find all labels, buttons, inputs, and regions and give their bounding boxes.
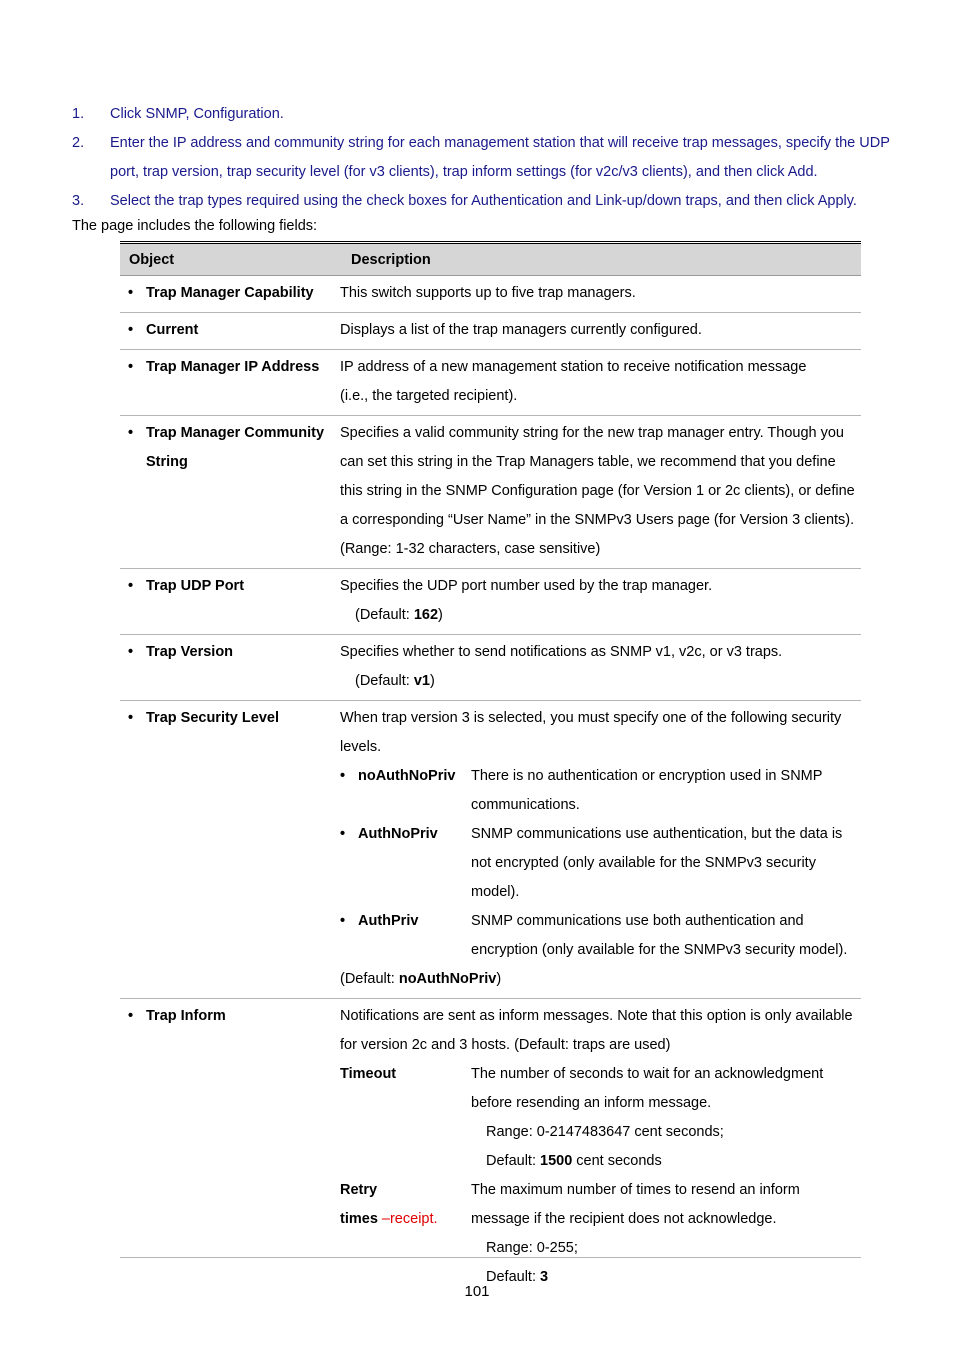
step-1	[72, 100, 892, 129]
bullet-icon: •	[340, 826, 346, 842]
bullet-icon: •	[128, 322, 134, 338]
security-level-desc: SNMP communications use authentication, but the data is not encrypted (only available for the SNMPv3 security model).	[471, 826, 843, 900]
retry-range: Range: 0-255;	[486, 1240, 578, 1256]
timeout-label: Timeout	[340, 1066, 397, 1082]
object-label: Trap Version	[146, 644, 234, 660]
row-description: Specifies whether to send notifications as SNMP v1, v2c, or v3 traps.	[340, 644, 783, 660]
row-description: Notifications are sent as inform messages. Note that this option is only available for version 2c and 3 hosts. (Default: traps are used)	[340, 1008, 853, 1053]
header-object: Object	[129, 251, 175, 268]
bullet-icon: •	[128, 285, 134, 301]
step-2	[72, 129, 892, 187]
default-value: (Default: 162)	[355, 607, 443, 623]
step-text: Select the trap types required using the check boxes for Authentication and Link-up/down traps, and then click Apply.	[110, 193, 857, 209]
object-label: Trap Manager IP Address	[146, 359, 320, 375]
table-row	[120, 569, 861, 635]
step-number: 2.	[72, 135, 85, 151]
table-row	[120, 635, 861, 701]
default-value: (Default: v1)	[355, 673, 435, 689]
security-level-name: AuthPriv	[358, 913, 419, 929]
object-label: Trap UDP Port	[146, 578, 245, 594]
row-description: This switch supports up to five trap managers.	[340, 285, 636, 301]
retry-red-note: –receipt.	[377, 1211, 438, 1227]
row-description: Specifies the UDP port number used by the trap manager.	[340, 578, 713, 594]
table-row	[120, 701, 861, 999]
page-number: 101	[464, 1283, 490, 1300]
row-description: Specifies a valid community string for the new trap manager entry. Though you can set this string in the Trap Managers table, we recommend that you define this string in the SNMP Configuration page (for Version 1 or 2c clients), or define a corresponding “User Name” in the SNMPv3 Users page (for Version 3 clients). (Range: 1-32 characters, case sensitive)	[340, 425, 855, 557]
table-row	[120, 313, 861, 350]
bullet-icon: •	[128, 425, 134, 441]
bullet-icon: •	[128, 710, 134, 726]
object-label: Trap Manager Capability	[146, 285, 314, 301]
security-level-desc: There is no authentication or encryption used in SNMP communications.	[471, 768, 823, 813]
bullet-icon: •	[128, 1008, 134, 1024]
table-row	[120, 416, 861, 569]
table-row	[120, 350, 861, 416]
timeout-default: Default: 1500 cent seconds	[486, 1153, 662, 1169]
intro-text: The page includes the following fields:	[72, 218, 318, 234]
retry-item	[340, 1176, 861, 1292]
bullet-icon: •	[340, 913, 346, 929]
default-value: (Default: noAuthNoPriv)	[340, 971, 502, 987]
step-text: Enter the IP address and community string for each management station that will receive trap messages, specify the UDP port, trap version, trap security level (for v3 clients), trap inform settings (for v2c/v3 clients), and then click Add.	[110, 135, 890, 180]
timeout-range: Range: 0-2147483647 cent seconds;	[486, 1124, 724, 1140]
bullet-icon: •	[128, 644, 134, 660]
security-level-name: AuthNoPriv	[358, 826, 438, 842]
security-level-desc: SNMP communications use both authentication and encryption (only available for the SNMPv3 security model).	[471, 913, 848, 958]
step-3	[72, 187, 892, 216]
security-level-name: noAuthNoPriv	[358, 768, 456, 784]
step-number: 3.	[72, 193, 85, 209]
table-bottom-rule	[120, 1257, 861, 1258]
table-row	[120, 999, 861, 1296]
security-level-item	[340, 762, 861, 820]
row-description: IP address of a new management station to receive notification message (i.e., the targeted recipient).	[340, 359, 807, 404]
row-description: Displays a list of the trap managers currently configured.	[340, 322, 702, 338]
step-text: Click SNMP, Configuration.	[110, 106, 284, 122]
bullet-icon: •	[128, 578, 134, 594]
retry-desc: The maximum number of times to resend an inform message if the recipient does not acknowledge.	[471, 1182, 800, 1227]
bullet-icon: •	[128, 359, 134, 375]
object-label: Trap Manager Community String	[146, 425, 325, 470]
table-header	[120, 244, 861, 276]
instruction-steps	[72, 100, 892, 216]
timeout-item	[340, 1060, 861, 1176]
object-label: Trap Security Level	[146, 710, 279, 726]
object-label: Current	[146, 322, 199, 338]
fields-table	[120, 241, 861, 1296]
table-row	[120, 276, 861, 313]
step-number: 1.	[72, 106, 85, 122]
security-level-item	[340, 907, 861, 965]
retry-label: Retry times –receipt.	[340, 1182, 438, 1227]
retry-default: Default: 3	[486, 1269, 549, 1285]
header-description: Description	[351, 251, 431, 268]
timeout-desc: The number of seconds to wait for an acknowledgment before resending an inform message.	[471, 1066, 824, 1111]
row-description: When trap version 3 is selected, you must specify one of the following security levels.	[340, 710, 842, 755]
object-label: Trap Inform	[146, 1008, 226, 1024]
bullet-icon: •	[340, 768, 346, 784]
security-level-item	[340, 820, 861, 907]
